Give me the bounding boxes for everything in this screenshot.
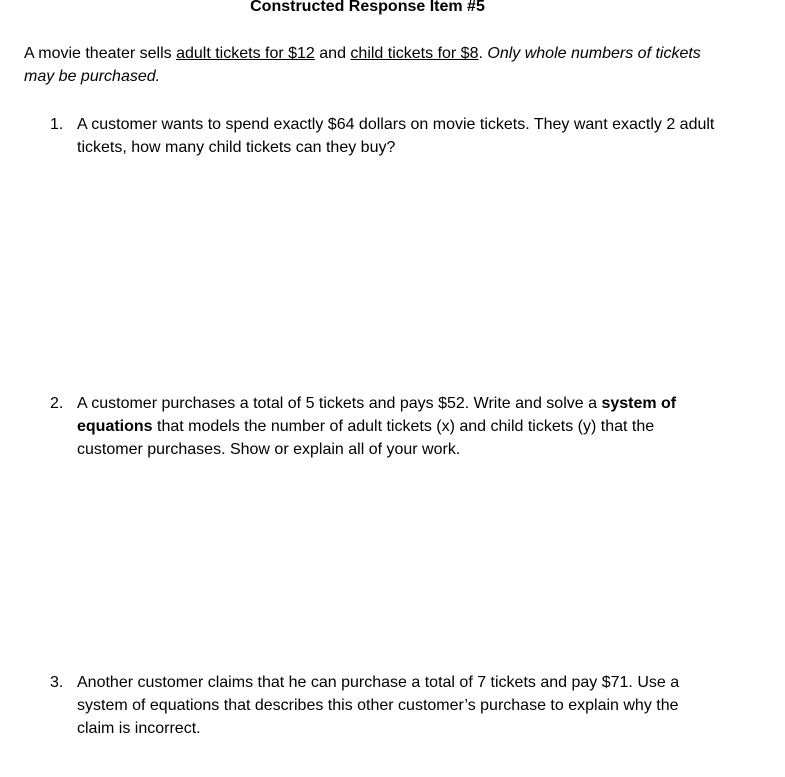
question-number: 1. bbox=[50, 116, 64, 133]
intro-paragraph bbox=[24, 42, 714, 88]
intro-text-2: and bbox=[314, 45, 351, 62]
question-text: A customer wants to spend exactly $64 dollars on movie tickets. They want exactly 2 adult tickets, how many child tickets can they buy? bbox=[77, 116, 715, 156]
intro-text-3: . bbox=[478, 45, 488, 62]
question-3 bbox=[50, 671, 720, 740]
child-ticket-price: child tickets for $8 bbox=[350, 45, 479, 62]
question-number: 2. bbox=[50, 395, 64, 412]
whole-numbers-note: Only whole numbers of tickets may be purchased. bbox=[24, 45, 701, 85]
adult-ticket-price: adult tickets for $12 bbox=[176, 45, 315, 62]
question-1 bbox=[50, 113, 720, 159]
system-of-equations-bold: system of equations bbox=[77, 395, 677, 435]
page-title: Constructed Response Item #5 bbox=[250, 0, 485, 15]
intro-text-1: A movie theater sells bbox=[24, 45, 177, 62]
question-text: Another customer claims that he can purchase a total of 7 tickets and pay $71. Use a system of equations that describes this other customer’s purchase to explain why the claim is incorrect. bbox=[77, 674, 680, 737]
question-number: 3. bbox=[50, 674, 64, 691]
question-text bbox=[77, 392, 717, 461]
question-text-after: that models the number of adult tickets (x) and child tickets (y) that the customer purchases. Show or explain all of your work. bbox=[77, 418, 655, 458]
question-text-before: A customer purchases a total of 5 tickets and pays $52. Write and solve a bbox=[77, 395, 602, 412]
question-2 bbox=[50, 392, 720, 461]
